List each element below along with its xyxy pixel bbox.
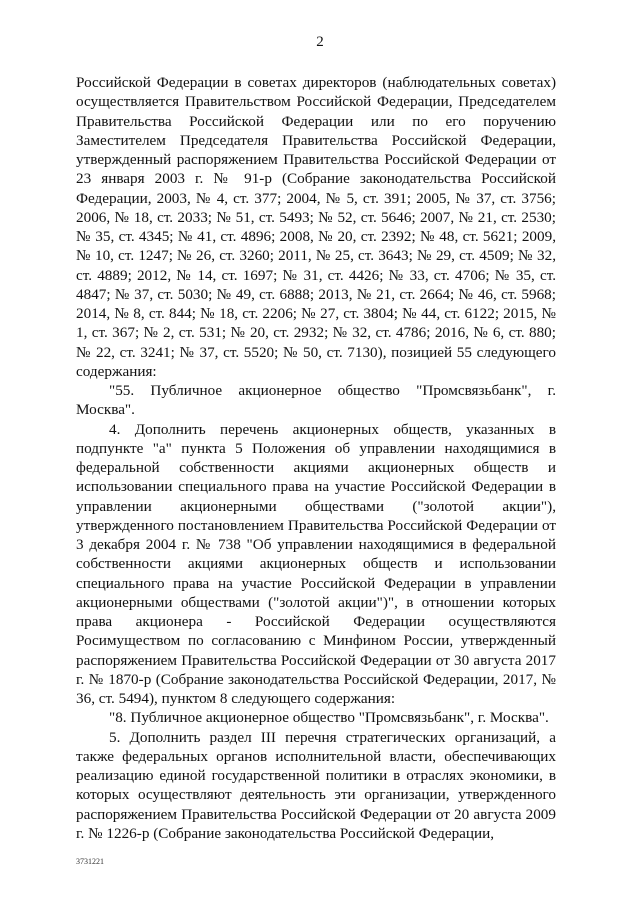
paragraph-point-4: 4. Дополнить перечень акционерных обществ, указанных в подпункте "а" пункта 5 Положения об управлении находящимися в федеральной собственности акциями акционерных обществ и использовании специального права на участие Российской Федерации в управлении акционерными обществами ("золотой акции"), утвержденного постановлением Правительства Российской Федерации от 3 декабря 2004 г. № 738 "Об управлении находящимися в федеральной собственности акциями акционерных обществ и использовании специального права на участие Российской Федерации в управлении акционерными обществами ("золотой акции")", в отношении которых права акционера - Российской Федерации осуществляются Росимуществом по согласованию с Минфином России, утвержденный распоряжением Правительства Российской Федерации от 30 августа 2017 г. № 1870-р (Собрание законодательства Российской Федерации, 2017, № 36, ст. 5494), пунктом 8 следующего содержания: bbox=[76, 420, 556, 707]
page-number: 2 bbox=[316, 34, 324, 50]
paragraph-item-55: "55. Публичное акционерное общество "Промсвязьбанк", г. Москва". bbox=[76, 382, 556, 419]
document-body bbox=[76, 73, 556, 843]
document-code: 3731221 bbox=[76, 857, 104, 866]
paragraph-continuation: Российской Федерации в советах директоров (наблюдательных советах) осуществляется Правительством Российской Федерации, Председателем Правительства Российской Федерации или по его поручению Заместителем Председателя Правительства Российской Федерации, утвержденный распоряжением Правительства Российской Федерации от 23 января 2003 г. № 91-р (Собрание законодательства Российской Федерации, 2003, № 4, ст. 377; 2004, № 5, ст. 391; 2005, № 37, ст. 3756; 2006, № 18, ст. 2033; № 51, ст. 5493; № 52, ст. 5646; 2007, № 21, ст. 2530; № 35, ст. 4345; № 41, ст. 4896; 2008, № 20, ст. 2392; № 48, ст. 5621; 2009, № 10, ст. 1247; № 26, ст. 3260; 2011, № 25, ст. 3643; № 29, ст. 4509; № 32, ст. 4889; 2012, № 14, ст. 1697; № 31, ст. 4426; № 33, ст. 4706; № 35, ст. 4847; № 37, ст. 5030; № 49, ст. 6888; 2013, № 21, ст. 2664; № 46, ст. 5968; 2014, № 8, ст. 844; № 18, ст. 2206; № 27, ст. 3804; № 44, ст. 6122; 2015, № 1, ст. 367; № 2, ст. 531; № 20, ст. 2932; № 32, ст. 4786; 2016, № 6, ст. 880; № 22, ст. 3241; № 37, ст. 5520; № 50, ст. 7130), позицией 55 следующего содержания: bbox=[76, 74, 556, 380]
paragraph-item-8: "8. Публичное акционерное общество "Промсвязьбанк", г. Москва". bbox=[109, 709, 549, 727]
paragraph-point-5: 5. Дополнить раздел III перечня стратегических организаций, а также федеральных органов исполнительной власти, обеспечивающих реализацию единой государственной политики в отраслях экономики, в которых осуществляют деятельность эти организации, утвержденного распоряжением Правительства Российской Федерации от 20 августа 2009 г. № 1226-р (Собрание законодательства Российской Федерации, bbox=[76, 728, 556, 842]
